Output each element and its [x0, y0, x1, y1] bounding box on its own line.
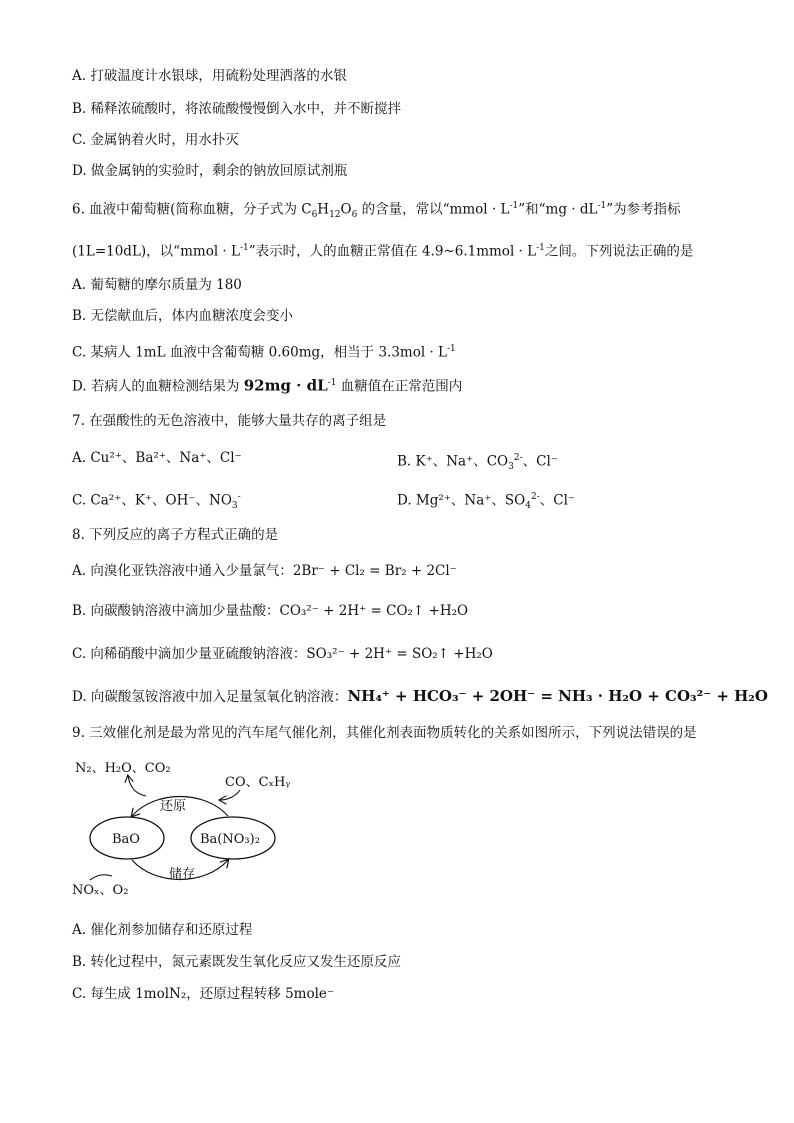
option-6c — [72, 340, 456, 362]
option-8c: C. 向稀硝酸中滴加少量亚硫酸钠溶液：SO₃²⁻ + 2H⁺ = SO₂↑ +H₂O — [72, 646, 493, 662]
option-7d — [397, 488, 575, 515]
q6-text-h: H — [317, 201, 330, 218]
option-6b: B. 无偿献血后，体内血糖浓度会变小 — [72, 308, 294, 324]
q6-sup-2: -1 — [597, 201, 607, 211]
option-7a: A. Cu²⁺、Ba²⁺、Na⁺、Cl⁻ — [72, 450, 242, 466]
bao-label: BaO — [112, 832, 140, 847]
reductants-arrow — [220, 790, 240, 800]
c7-sup: - — [237, 492, 241, 502]
question-6 — [72, 197, 681, 224]
oxidants-arrow — [90, 875, 112, 880]
q6b-text-3: 之间。下列说法正确的是 — [544, 243, 694, 260]
d6-text-1: D. 若病人的血糖检测结果为 — [72, 378, 244, 395]
b7-text-2: 、Cl⁻ — [522, 453, 558, 470]
c7-text: C. Ca²⁺、K⁺、OH⁻、NO — [72, 492, 232, 509]
reductants-label: CO、CₓHᵧ — [225, 775, 291, 790]
c6-text: C. 某病人 1mL 血液中含葡萄糖 0.60mg，相当于 3.3mol · L — [72, 344, 448, 361]
c6-sup: -1 — [447, 344, 456, 354]
q6-text-2: 的含量，常以“mmol · L — [357, 201, 510, 218]
option-6d — [72, 374, 462, 396]
d6-text-2: 血糖值在正常范围内 — [336, 378, 463, 395]
reduction-label: 还原 — [160, 799, 187, 814]
q6b-text-1: (1L=10dL)，以“mmol · L — [72, 243, 240, 260]
b7-sub: 3 — [508, 462, 514, 473]
d6-value: 92mg · dL — [243, 376, 328, 395]
question-7: 7. 在强酸性的无色溶液中，能够大量共存的离子组是 — [72, 413, 387, 429]
question-8: 8. 下列反应的离子方程式正确的是 — [72, 527, 279, 543]
q6-sup-1: -1 — [509, 201, 519, 211]
oxidants-label: NOₓ、O₂ — [72, 883, 129, 898]
catalyst-cycle-diagram — [60, 752, 360, 902]
d7-text-2: 、Cl⁻ — [539, 492, 576, 509]
products-arrow — [128, 776, 146, 796]
q6-sub-c: 6 — [311, 210, 318, 221]
b7-text: B. K⁺、Na⁺、CO — [397, 453, 509, 470]
option-5d: D. 做金属钠的实验时，剩余的钠放回原试剂瓶 — [72, 163, 348, 179]
q6b-sup-1: -1 — [239, 243, 249, 253]
q6-sub-h: 12 — [329, 210, 341, 221]
option-9a: A. 催化剂参加储存和还原过程 — [72, 922, 253, 938]
option-9b: B. 转化过程中，氮元素既发生氧化反应又发生还原反应 — [72, 954, 402, 970]
d8-equation: NH₄⁺ + HCO₃⁻ + 2OH⁻ = NH₃ · H₂O + CO₃²⁻ + H₂O — [347, 687, 768, 705]
q6b-text-2: ”表示时，人的血糖正常值在 4.9~6.1mmol · L — [248, 243, 537, 260]
products-label: N₂、H₂O、CO₂ — [75, 761, 171, 776]
d7-sup: 2- — [530, 492, 540, 502]
d7-sub: 4 — [525, 501, 531, 512]
option-9c: C. 每生成 1molN₂，还原过程转移 5mole⁻ — [72, 986, 335, 1002]
d8-text: D. 向碳酸氢铵溶液中加入足量氢氧化钠溶液： — [72, 689, 348, 705]
question-6-cont — [72, 239, 693, 261]
option-7c — [72, 488, 241, 515]
q6-sub-o: 6 — [351, 210, 358, 221]
b7-sup: 2- — [513, 453, 523, 463]
d6-sup: -1 — [327, 378, 337, 388]
q6b-sup-2: -1 — [536, 243, 545, 253]
option-6a: A. 葡萄糖的摩尔质量为 180 — [72, 277, 242, 293]
bano3-label: Ba(NO₃)₂ — [200, 832, 260, 847]
q6-text-3: ”和“mg · dL — [518, 201, 598, 218]
q6-text-o: O — [340, 201, 352, 218]
c7-sub: 3 — [231, 501, 238, 512]
option-8d — [72, 687, 768, 706]
option-8a: A. 向溴化亚铁溶液中通入少量氯气：2Br⁻ + Cl₂ = Br₂ + 2Cl⁻ — [72, 563, 457, 579]
question-9: 9. 三效催化剂是最为常见的汽车尾气催化剂，其催化剂表面物质转化的关系如图所示，下列说法错误的是 — [72, 725, 697, 741]
option-7b — [397, 449, 558, 476]
option-8b: B. 向碳酸钠溶液中滴加少量盐酸：CO₃²⁻ + 2H⁺ = CO₂↑ +H₂O — [72, 603, 469, 619]
option-5b: B. 稀释浓硫酸时，将浓硫酸慢慢倒入水中，并不断搅拌 — [72, 101, 402, 117]
option-5c: C. 金属钠着火时，用水扑灭 — [72, 132, 239, 148]
option-5a: A. 打破温度计水银球，用硫粉处理洒落的水银 — [72, 68, 347, 84]
storage-label: 储存 — [169, 867, 196, 882]
q6-text-1: 6. 血液中葡萄糖(简称血糖，分子式为 C — [72, 201, 312, 218]
q6-text-4: ”为参考指标 — [606, 201, 681, 218]
d7-text: D. Mg²⁺、Na⁺、SO — [397, 492, 526, 509]
